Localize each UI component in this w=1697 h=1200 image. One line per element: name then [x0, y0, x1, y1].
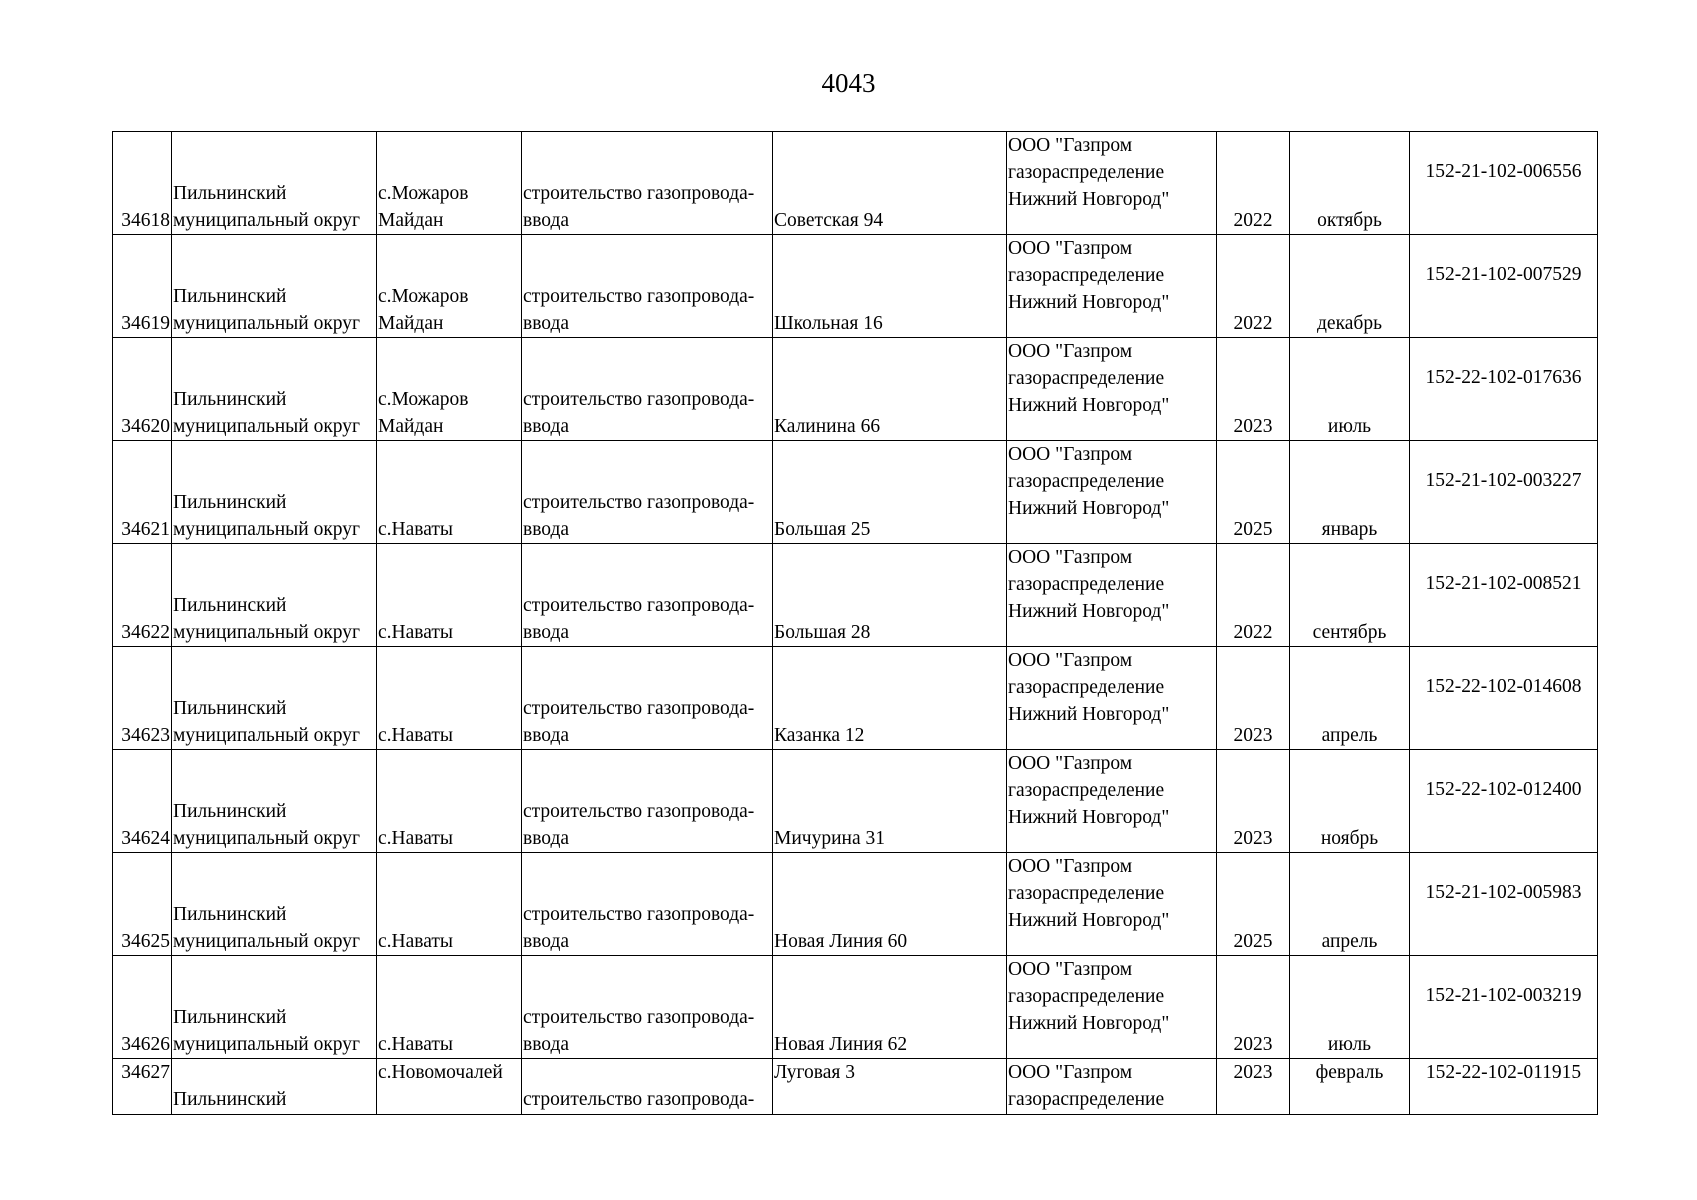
cell-settlement: с.Наваты: [377, 441, 522, 544]
cell-organization: ООО "Газпром газораспределение Нижний Новгород": [1007, 338, 1217, 441]
cell-settlement: с.Наваты: [377, 853, 522, 956]
table-row: [113, 132, 1598, 235]
cell-code: 152-22-102-012400: [1410, 750, 1598, 853]
table-row: [113, 750, 1598, 853]
cell-address: Большая 25: [773, 441, 1007, 544]
cell-number: 34621: [113, 441, 172, 544]
cell-organization: ООО "Газпром газораспределение Нижний Новгород": [1007, 853, 1217, 956]
cell-number: 34620: [113, 338, 172, 441]
cell-district: Пильнинский муниципальный округ: [172, 544, 377, 647]
cell-month: июль: [1290, 338, 1410, 441]
cell-year: 2025: [1217, 441, 1290, 544]
cell-code: 152-21-102-003219: [1410, 956, 1598, 1059]
cell-district: Пильнинский муниципальный округ: [172, 441, 377, 544]
cell-organization: ООО "Газпром газораспределение Нижний Новгород": [1007, 750, 1217, 853]
cell-month: декабрь: [1290, 235, 1410, 338]
cell-code: 152-21-102-007529: [1410, 235, 1598, 338]
cell-year: 2023: [1217, 1059, 1290, 1115]
cell-work-type: строительство газопровода- ввода: [522, 956, 773, 1059]
cell-month: сентябрь: [1290, 544, 1410, 647]
cell-work-type: строительство газопровода- ввода: [522, 647, 773, 750]
cell-month: февраль: [1290, 1059, 1410, 1115]
cell-year: 2022: [1217, 132, 1290, 235]
cell-code: 152-21-102-006556: [1410, 132, 1598, 235]
table-row: [113, 647, 1598, 750]
cell-organization: ООО "Газпром газораспределение Нижний Новгород": [1007, 956, 1217, 1059]
cell-settlement: с.Наваты: [377, 956, 522, 1059]
cell-organization: ООО "Газпром газораспределение Нижний Новгород": [1007, 647, 1217, 750]
table-body: [113, 132, 1598, 1115]
cell-month: ноябрь: [1290, 750, 1410, 853]
cell-number: 34622: [113, 544, 172, 647]
cell-address: Советская 94: [773, 132, 1007, 235]
cell-number: 34624: [113, 750, 172, 853]
cell-settlement: с.Можаров Майдан: [377, 235, 522, 338]
cell-number: 34627: [113, 1059, 172, 1115]
cell-work-type: строительство газопровода- ввода: [522, 132, 773, 235]
cell-code: 152-22-102-017636: [1410, 338, 1598, 441]
cell-code: 152-22-102-014608: [1410, 647, 1598, 750]
cell-settlement: с.Можаров Майдан: [377, 338, 522, 441]
cell-address: Новая Линия 60: [773, 853, 1007, 956]
cell-code: 152-22-102-011915: [1410, 1059, 1598, 1115]
cell-year: 2022: [1217, 544, 1290, 647]
cell-month: октябрь: [1290, 132, 1410, 235]
cell-organization: ООО "Газпром газораспределение Нижний Новгород": [1007, 132, 1217, 235]
cell-number: 34619: [113, 235, 172, 338]
cell-district: Пильнинский муниципальный округ: [172, 235, 377, 338]
cell-district: Пильнинский муниципальный округ: [172, 853, 377, 956]
cell-year: 2023: [1217, 338, 1290, 441]
table-row: [113, 544, 1598, 647]
cell-district: Пильнинский муниципальный округ: [172, 750, 377, 853]
cell-code: 152-21-102-008521: [1410, 544, 1598, 647]
cell-address: Луговая 3: [773, 1059, 1007, 1115]
cell-organization: ООО "Газпром газораспределение Нижний Новгород": [1007, 235, 1217, 338]
cell-work-type: строительство газопровода- ввода: [522, 544, 773, 647]
cell-settlement: с.Наваты: [377, 647, 522, 750]
cell-district: Пильнинский муниципальный округ: [172, 956, 377, 1059]
cell-district: Пильнинский муниципальный округ: [172, 647, 377, 750]
cell-settlement: с.Можаров Майдан: [377, 132, 522, 235]
cell-district: Пильнинский муниципальный округ: [172, 338, 377, 441]
cell-address: Мичурина 31: [773, 750, 1007, 853]
table-row: [113, 235, 1598, 338]
cell-code: 152-21-102-005983: [1410, 853, 1598, 956]
cell-organization: ООО "Газпром газораспределение: [1007, 1059, 1217, 1115]
cell-address: Казанка 12: [773, 647, 1007, 750]
cell-month: июль: [1290, 956, 1410, 1059]
cell-code: 152-21-102-003227: [1410, 441, 1598, 544]
cell-organization: ООО "Газпром газораспределение Нижний Новгород": [1007, 441, 1217, 544]
cell-number: 34618: [113, 132, 172, 235]
cell-work-type: строительство газопровода- ввода: [522, 750, 773, 853]
cell-settlement: с.Наваты: [377, 544, 522, 647]
table-row: [113, 853, 1598, 956]
cell-year: 2022: [1217, 235, 1290, 338]
table-row: [113, 441, 1598, 544]
cell-number: 34623: [113, 647, 172, 750]
cell-month: апрель: [1290, 647, 1410, 750]
table-row: [113, 956, 1598, 1059]
cell-address: Школьная 16: [773, 235, 1007, 338]
cell-address: Калинина 66: [773, 338, 1007, 441]
cell-month: январь: [1290, 441, 1410, 544]
cell-year: 2023: [1217, 750, 1290, 853]
cell-address: Большая 28: [773, 544, 1007, 647]
cell-month: апрель: [1290, 853, 1410, 956]
cell-number: 34625: [113, 853, 172, 956]
cell-number: 34626: [113, 956, 172, 1059]
cell-year: 2023: [1217, 647, 1290, 750]
cell-work-type: строительство газопровода- ввода: [522, 441, 773, 544]
cell-work-type: строительство газопровода-: [522, 1059, 773, 1115]
cell-work-type: строительство газопровода- ввода: [522, 338, 773, 441]
gas-connection-table: [112, 131, 1598, 1115]
table-row: [113, 338, 1598, 441]
cell-settlement: с.Новомочалей: [377, 1059, 522, 1115]
cell-district: Пильнинский: [172, 1059, 377, 1115]
cell-year: 2023: [1217, 956, 1290, 1059]
cell-address: Новая Линия 62: [773, 956, 1007, 1059]
cell-work-type: строительство газопровода- ввода: [522, 235, 773, 338]
cell-district: Пильнинский муниципальный округ: [172, 132, 377, 235]
page-number: 4043: [821, 68, 876, 98]
cell-work-type: строительство газопровода- ввода: [522, 853, 773, 956]
cell-organization: ООО "Газпром газораспределение Нижний Новгород": [1007, 544, 1217, 647]
cell-year: 2025: [1217, 853, 1290, 956]
table-row: [113, 1059, 1598, 1115]
cell-settlement: с.Наваты: [377, 750, 522, 853]
